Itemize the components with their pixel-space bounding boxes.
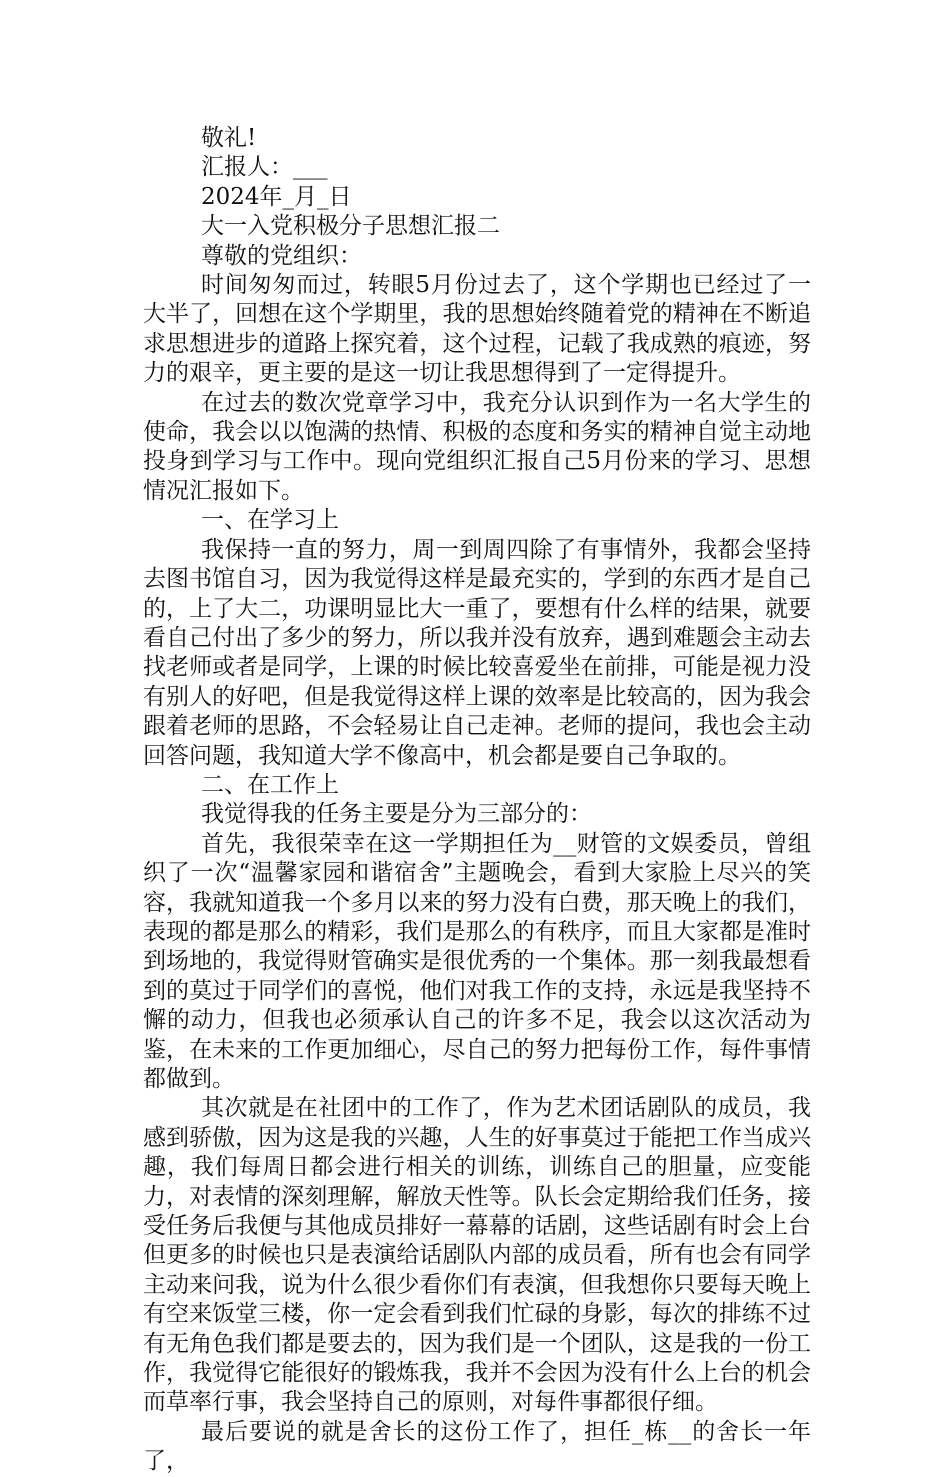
paragraph-intro: 时间匆匆而过，转眼5月份过去了，这个学期也已经过了一大半了，回想在这个学期里，我的思想始终随着党的精神在不断追求思想进步的道路上探究着，这个过程，记载了我成熟的痕迹，努力的艰辛，更主要的是这一切让我思想得到了一定得提升。 <box>143 272 811 387</box>
date-line: 2024年_月_日 <box>201 183 352 210</box>
salutation: 尊敬的党组织： <box>201 242 362 269</box>
section-heading-work: 二、在工作上 <box>201 771 339 798</box>
paragraph-work-last: 最后要说的就是舍长的这份工作了，担任_栋__的舍长一年了， <box>143 1418 811 1475</box>
paragraph-work-first: 首先，我很荣幸在这一学期担任为__财管的文娱委员，曾组织了一次“温馨家园和谐宿舍”主题晚会，看到大家脸上尽兴的笑容，我就知道我一个多月以来的努力没有白费，那天晚上的我们，表现的都是那么的精彩，我们是那么的有秩序，而且大家都是准时到场地的，我觉得财管确实是很优秀的一个集体。那一刻我最想看到的莫过于同学们的喜悦，他们对我工作的支持，永远是我坚持不懈的动力，但我也必须承认自己的许多不足，我会以这次活动为鉴，在未来的工作更加细心，尽自己的努力把每份工作，每件事情都做到。 <box>143 830 811 1092</box>
paragraph-work-intro: 我觉得我的任务主要是分为三部分的： <box>201 801 592 828</box>
document-body <box>143 124 811 1477</box>
closing-line: 敬礼! <box>201 125 257 151</box>
section-heading-study: 一、在学习上 <box>201 507 339 534</box>
reporter-line: 汇报人：___ <box>201 154 328 181</box>
paragraph-work-second: 其次就是在社团中的工作了，作为艺术团话剧队的成员，我感到骄傲，因为这是我的兴趣，人生的好事莫过于能把工作当成兴趣，我们每周日都会进行相关的训练，训练自己的胆量，应变能力，对表情的深刻理解，解放天性等。队长会定期给我们任务，接受任务后我便与其他成员排好一幕幕的话剧，这些话剧有时会上台但更多的时候也只是表演给话剧队内部的成员看，所有也会有同学主动来问我，说为什么很少看你们有表演，但我想你只要每天晚上有空来饭堂三楼，你一定会看到我们忙碌的身影，每次的排练不过有无角色我们都是要去的，因为我们是一个团队，这是我的一份工作，我觉得它能很好的锻炼我，我并不会因为没有什么上台的机会而草率行事，我会坚持自己的原则，对每件事都很仔细。 <box>143 1095 811 1416</box>
paragraph-mission: 在过去的数次党章学习中，我充分认识到作为一名大学生的使命，我会以以饱满的热情、积极的态度和务实的精神自觉主动地投身到学习与工作中。现向党组织汇报自己5月份来的学习、思想情况汇报如下。 <box>143 389 811 504</box>
document-title: 大一入党积极分子思想汇报二 <box>201 213 500 240</box>
paragraph-study: 我保持一直的努力，周一到周四除了有事情外，我都会坚持去图书馆自习，因为我觉得这样是最充实的，学到的东西才是自己的，上了大二，功课明显比大一重了，要想有什么样的结果，就要看自己付出了多少的努力，所以我并没有放弃，遇到难题会主动去找老师或者是同学，上课的时候比较喜爱坐在前排，可能是视力没有别人的好吧，但是我觉得这样上课的效率是比较高的，因为我会跟着老师的思路，不会轻易让自己走神。老师的提问，我也会主动回答问题，我知道大学不像高中，机会都是要自己争取的。 <box>143 536 811 769</box>
